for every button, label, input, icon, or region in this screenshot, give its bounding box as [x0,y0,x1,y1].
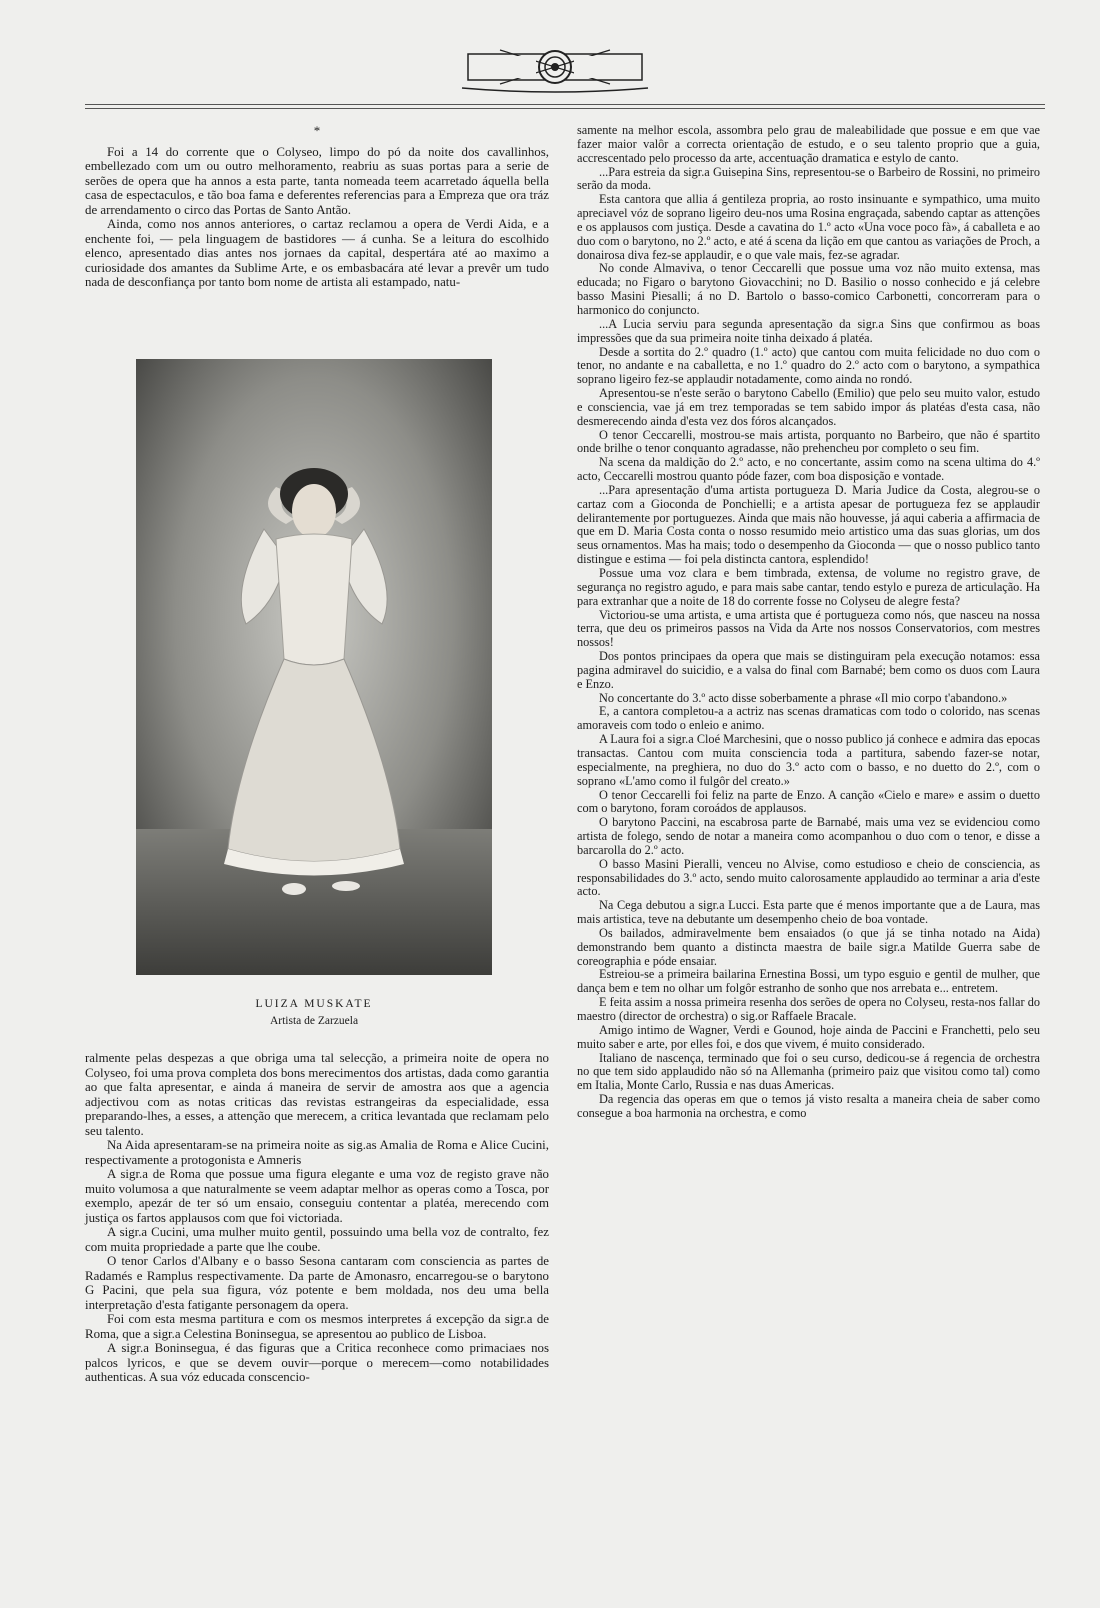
portrait-image [136,359,492,975]
paragraph: A Laura foi a sigr.a Cloé Marchesini, que o nosso publico já conhece e admira das epocas transactas. Cantou com muita consciencia toda a partitura, sabendo fazer-se notar, especialmente, na preghiera, no duo do 3.º acto com o basso, e no duetto do 2.º, com o soprano «L'amo como il fulgôr del creato.» [577,732,1040,788]
photo-caption-role: Artista de Zarzuela [269,1015,359,1027]
paragraph: Estreiou-se a primeira bailarina Ernestina Bossi, um typo esguio e gentil de mulher, que dança bem e tem no olhar um folgôr estranho de sonho que nos arrebata e... entretem. [577,967,1040,996]
paragraph: A sigr.a Cucini, uma mulher muito gentil, possuindo uma bella voz de contralto, fez com muita propriedade a parte que lhe coube. [85,1225,549,1254]
paragraph: No conde Almaviva, o tenor Ceccarelli que possue uma voz não muito extensa, mas educada; no Figaro o barytono Giovacchini; no D. Basilio o nosso conhecido e já celebre basso Masini Piesalli; á no D. Bartolo o basso-comico Carbonetti, concorreram para o harmonico do conjuncto. [577,261,1040,317]
paragraph: Da regencia das operas em que o temos já visto resalta a maneira cheia de saber como consegue a boa harmonia na orchestra, e como [577,1092,1040,1120]
paragraph: ralmente pelas despezas a que obriga uma tal selecção, a primeira noite de opera no Colyseo, foi uma prova completa dos bons merecimentos dos artistas, dada como garantia ao que falta apresentar, e ainda á maneira de servir de amostra aos que a agencia adjectivou com as notas criticas das revistas estrangeiras da especialidade, essa preparando-lhes, a esses, a attenção que merecem, a critica levantada que reclamam pelo seu talento. [85,1051,549,1138]
paragraph: Desde a sortita do 2.º quadro (1.º acto) que cantou com muita felicidade no duo com o tenor, no andante e na caballetta, e no 1.º quadro do 2.º acto com o barytono, a sympathica soprano ligeiro fez-se applaudir notadamente, como ainda no rondó. [577,344,1040,387]
paragraph: A sigr.a Boninsegua, é das figuras que a Critica reconhece como primaciaes nos palcos lyricos, e que se devem ouvir—porque o merecem—como notabilidades authenticas. A sua vóz educada conscencio- [85,1341,549,1384]
paragraph: ...Para apresentação d'uma artista portugueza D. Maria Judice da Costa, alegrou-se o cartaz com a Gioconda de Ponchielli; e a artista apesar de portugueza fez se applaudir delirantemente por portuguezes. Ainda que mais não houvesse, já aqui caberia a affirmacia de que em D. Maria Costa conta o nosso resumido meio artistico uma das suas glorias, um dos seus ornamentos. Mas ha mais; todo o desempenho da Gioconda — que o nosso publico tanto distingue e estima — foi pela distincta cantora, esplendido! [577,482,1040,567]
paragraph: Ainda, como nos annos anteriores, o cartaz reclamou a opera de Verdi Aida, e a enchente foi, — pela linguagem de bastidores — á cunha. Se a leitura do escolhido elenco, apresentado dias antes nos jornaes da capital, despertára até ao maximo a curiosidade dos amantes da Sublime Arte, e os embasbacára até levar a prevêr um tudo nada de desconfiança por tanto bom nome de artista ali estampado, natu- [85,217,549,289]
paragraph: Foi a 14 do corrente que o Colyseo, limpo do pó da noite dos cavallinhos, embellezado com um ou outro melhoramento, reabriu as suas portas para a serie de serões de opera que ha annos a esta parte, tanta nomeada teem acarretado áquella bella casa de espectaculos, e tão boa fama e deferentes referencias para a Empreza que ora tráz de arrendamento o circo das Portas de Santo Antão. [85,144,549,217]
paragraph: Italiano de nascença, terminado que foi o seu curso, dedicou-se á regencia de orchestra no que tem sido applaudido não só na Allemanha (primeiro paiz que visitou como tal) como em Italia, Monte Carlo, Russia e nas duas Americas. [577,1050,1040,1093]
paragraph: Dos pontos principaes da opera que mais se distinguiram pela execução notamos: essa pagina admiravel do suicidio, e a valsa do final com Barnabé; bem como os duos com Laura e Enzo. [577,649,1040,691]
header-rule-top [85,104,1045,105]
paragraph: E feita assim a nossa primeira resenha dos serões de opera no Colyseu, resta-nos fallar do maestro (director de orchestra) o sig.or Raffaele Bracale. [577,995,1040,1023]
paragraph: Apresentou-se n'este serão o barytono Cabello (Emilio) que pelo seu muito valor, estudo e consciencia, vae já em trez temporadas se tem sabido impor ás platéas d'esta casa, não desmerecendo ainda d'esta vez dos fóros alcançados. [577,386,1040,428]
photo-caption-name: LUIZA MUSKATE [255,998,373,1010]
paragraph: O tenor Ceccarelli, mostrou-se mais artista, porquanto no Barbeiro, que não é spartito onde brilhe o tenor conquanto agradasse, não prehencheu por completo o seu fim. [577,427,1040,456]
portrait-photo [136,359,492,975]
paragraph: Na Aida apresentaram-se na primeira noite as sig.as Amalia de Roma e Alice Cucini, respectivamente a protogonista e Amneris [85,1138,549,1167]
paragraph: No concertante do 3.º acto disse soberbamente a phrase «Il mio corpo t'abandono.» [599,690,1008,705]
paragraph: ...Para estreia da sigr.a Guisepina Sins, representou-se o Barbeiro de Rossini, no primeiro serão da moda. [577,164,1040,193]
paragraph: Esta cantora que allia á gentileza propria, ao rosto insinuante e sympathico, uma muito apreciavel vóz de soprano ligeiro deu-nos uma Rosina engraçada, sabendo captar as attenções e os applausos com justiça. Desde a cavatina do 1.º acto «Una voce poco fà», á caballeta e ao duo com o barytono, no 2.º acto, e até á scena da lição em que cantou as variações de Proch, a donairosa diva fez-se applaudir, e o que vale mais, fez-se agradar. [577,192,1040,262]
paragraph: Victoriou-se uma artista, e uma artista que é portugueza como nós, que nasceu na nossa terra, que deu os primeiros passos na Vida da Arte nos nossos Conservatorios, com mestres nossos! [577,607,1040,650]
left-column-top [85,124,549,290]
paragraph: ...A Lucia serviu para segunda apresentação da sigr.a Sins que confirmou as boas impressões que da sua primeira noite tinha deixado á platéa. [577,316,1040,345]
paragraph: O basso Masini Pieralli, venceu no Alvise, como estudioso e cheio de consciencia, as responsabilidades do 3.º acto, sendo muito calorosamente applaudido ao terminar a aria d'este acto. [577,856,1040,899]
paragraph: Possue uma voz clara e bem timbrada, extensa, de volume no registro grave, de segurança no registro agudo, e para mais sabe cantar, tendo estylo e pureza de articulação. Ha para extranhar que a noite de 18 do corrente fosse no Colyseu de alegre festa? [577,566,1040,608]
paragraph: O tenor Carlos d'Albany e o basso Sesona cantaram com consciencia as partes de Radamés e Ramplus respectivamente. Da parte de Amonasro, encarregou-se o barytono G Pacini, que pela sua figura, vóz potente e bem moldada, nos deu uma bella interpretação d'esta fatigante personagem da opera. [85,1254,549,1312]
paragraph: O tenor Ceccarelli foi feliz na parte de Enzo. A canção «Cielo e mare» e assim o duetto com o barytono, foram coroádos de applausos. [577,787,1040,816]
paragraph: Foi com esta mesma partitura e com os mesmos interpretes á excepção da sigr.a de Roma, que a sigr.a Celestina Boninsegua, se apresentou ao publico de Lisboa. [85,1312,549,1341]
right-column [577,124,1040,1121]
paragraph: samente na melhor escola, assombra pelo grau de maleabilidade que possue e em que vae fazer maior valôr a correcta orientação de estudo, e o seu talento proprio que a guia, accrescentado pelo processo da arte, accentuação dramatica e estylo de canto. [577,123,1040,165]
paragraph: Os bailados, admiravelmente bem ensaiados (o que já se tinha notado na Aida) demonstrando bem quanto a distincta maestra de baile sigr.a Matilde Guerra sabe de coreographia e póde ensaiar. [577,925,1040,968]
paragraph: Amigo intimo de Wagner, Verdi e Gounod, hoje ainda de Paccini e Franchetti, pelo seu muito saber e arte, por elles foi, e dos que vivem, é muito considerado. [577,1022,1040,1051]
paragraph: A sigr.a de Roma que possue uma figura elegante e uma voz de registo grave não muito volumosa a que naturalmente se veem adaptar melhor as operas como a Tosca, por exemplo, apezár de ter só um ensaio, conseguiu contentar a platéa, merecendo com justiça os fartos applausos com que foi victoriada. [85,1167,549,1225]
paragraph: E, a cantora completou-a a actriz nas scenas dramaticas com todo o colorido, nas scenas amoraveis com todo o enleio e animo. [577,704,1040,733]
paragraph: Na scena da maldição do 2.º acto, e no concertante, assim como na scena ultima do 4.º acto, Ceccarelli mostrou quanto póde fazer, com boa disposição e vontade. [577,455,1040,484]
header-rule-bottom [85,108,1045,109]
paragraph: Na Cega debutou a sigr.a Lucci. Esta parte que é menos importante que a de Laura, mas mais artistica, teve na debutante um desempenho cheio de boa vontade. [577,898,1040,927]
paragraph: O barytono Paccini, na escabrosa parte de Barnabé, mais uma vez se evidenciou como artista de folego, sendo de notar a maneira como acompanhou o duo com o tenor, e disse a barcarolla do 2.º acto. [577,815,1040,857]
left-column-bottom [85,1051,549,1385]
section-star: * [313,123,321,138]
tiro-sport-logo [460,44,650,94]
